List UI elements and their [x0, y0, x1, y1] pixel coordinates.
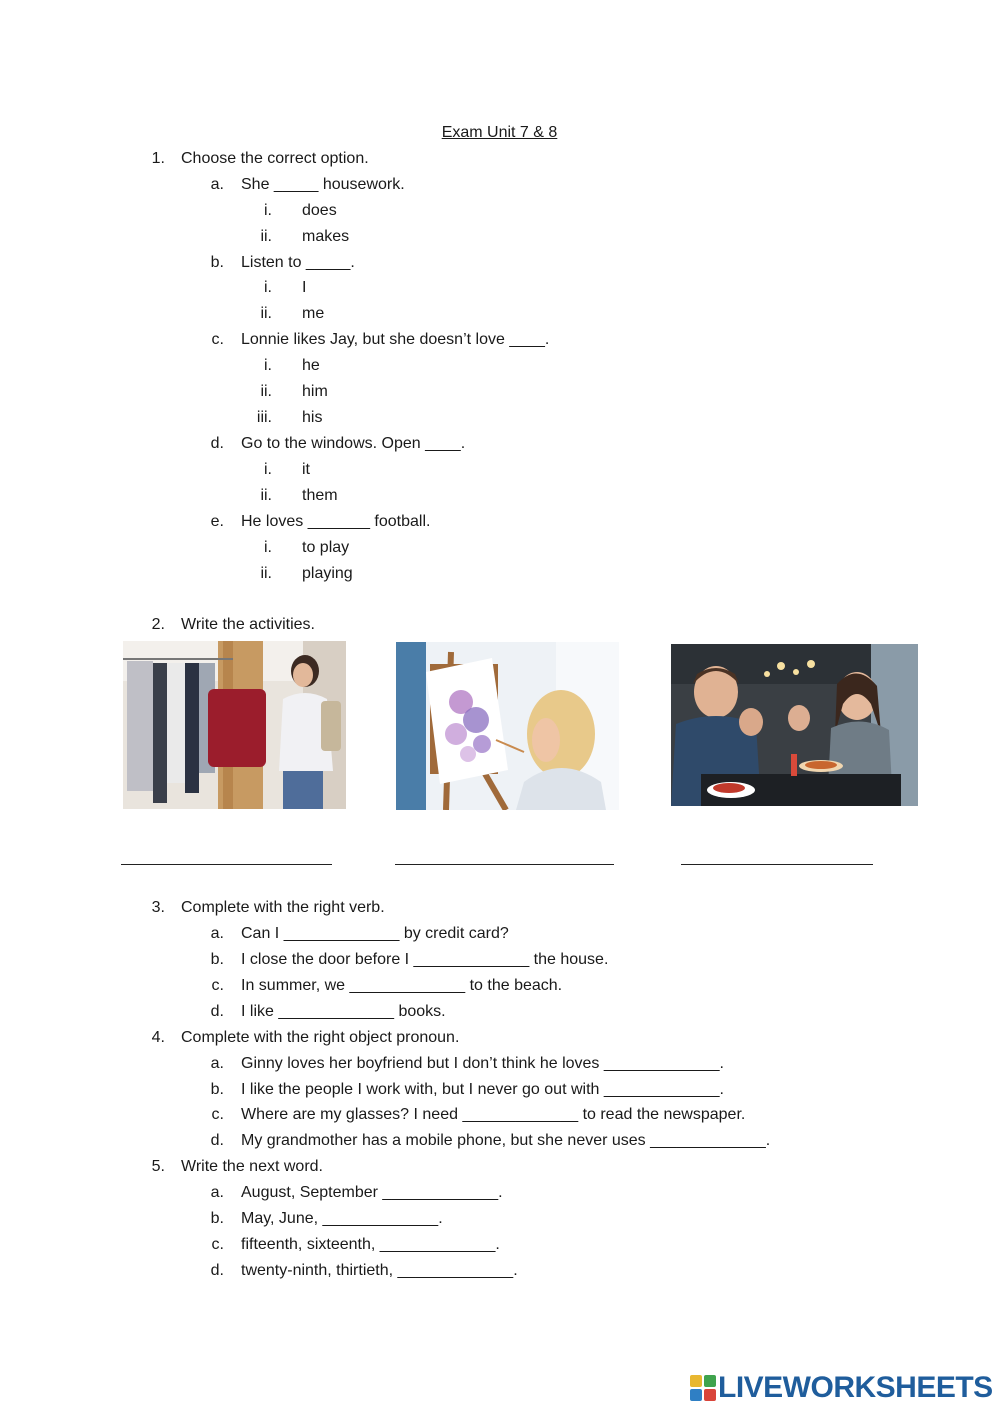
- q1e-option-num: ii.: [260, 565, 272, 582]
- q1-prompt: Choose the correct option.: [181, 150, 369, 167]
- q1d-option[interactable]: them: [302, 487, 338, 504]
- q4c-text[interactable]: Where are my glasses? I need _____________ to read the newspaper.: [241, 1106, 746, 1123]
- liveworksheets-logo[interactable]: [690, 1372, 993, 1404]
- q4c-letter: c.: [211, 1106, 224, 1123]
- shopping-illustration: [123, 641, 346, 809]
- q1b-option[interactable]: I: [302, 279, 307, 296]
- answer-line-painting[interactable]: [395, 864, 614, 865]
- q1c-letter: c.: [211, 331, 224, 348]
- q5-number: 5.: [151, 1158, 165, 1175]
- q1e-option[interactable]: to play: [302, 539, 350, 556]
- q3d-letter: d.: [210, 1003, 224, 1020]
- shopping-photo: [123, 641, 346, 809]
- q1a-option[interactable]: does: [302, 202, 337, 219]
- q3c-letter: c.: [211, 977, 224, 994]
- q2-number: 2.: [151, 616, 165, 633]
- q1b-option[interactable]: me: [302, 305, 325, 322]
- logo-mark-tile: [690, 1389, 702, 1401]
- q1a-option-num: i.: [264, 202, 272, 219]
- q1e-option[interactable]: playing: [302, 565, 353, 582]
- q1a-letter: a.: [210, 176, 224, 193]
- q5a-letter: a.: [210, 1184, 224, 1201]
- q4d-letter: d.: [210, 1132, 224, 1149]
- q1e-text: He loves _______ football.: [241, 513, 431, 530]
- q5c-text[interactable]: fifteenth, sixteenth, _____________.: [241, 1236, 500, 1253]
- painting-illustration: [396, 642, 619, 810]
- q4-prompt: Complete with the right object pronoun.: [181, 1029, 460, 1046]
- q1a-option-num: ii.: [260, 228, 272, 245]
- q1c-option[interactable]: him: [302, 383, 328, 400]
- q1b-option-num: i.: [264, 279, 272, 296]
- q1b-letter: b.: [210, 254, 224, 271]
- q1d-option-num: ii.: [260, 487, 272, 504]
- page-title: Exam Unit 7 & 8: [441, 124, 558, 141]
- answer-line-shopping[interactable]: [121, 864, 332, 865]
- q1c-option-num: iii.: [256, 409, 272, 426]
- q5c-letter: c.: [211, 1236, 224, 1253]
- q1a-option[interactable]: makes: [302, 228, 350, 245]
- q3a-text[interactable]: Can I _____________ by credit card?: [241, 925, 509, 942]
- q1c-option[interactable]: his: [302, 409, 323, 426]
- logo-mark-tile: [690, 1375, 702, 1387]
- q1e-letter: e.: [210, 513, 224, 530]
- q5a-text[interactable]: August, September _____________.: [241, 1184, 503, 1201]
- q3-number: 3.: [151, 899, 165, 916]
- logo-text: LIVEWORKSHEETS: [718, 1371, 993, 1404]
- q5d-letter: d.: [210, 1262, 224, 1279]
- q3-prompt: Complete with the right verb.: [181, 899, 385, 916]
- q2-prompt: Write the activities.: [181, 616, 315, 633]
- q1-number: 1.: [151, 150, 165, 167]
- logo-mark-icon: [690, 1375, 716, 1401]
- q4b-letter: b.: [210, 1081, 224, 1098]
- q3a-letter: a.: [210, 925, 224, 942]
- answer-line-eating-out[interactable]: [681, 864, 873, 865]
- q1b-text: Listen to _____.: [241, 254, 355, 271]
- q5d-text[interactable]: twenty-ninth, thirtieth, _____________.: [241, 1262, 518, 1279]
- q5b-text[interactable]: May, June, _____________.: [241, 1210, 443, 1227]
- q1c-option-num: ii.: [260, 383, 272, 400]
- q1d-letter: d.: [210, 435, 224, 452]
- q1c-text: Lonnie likes Jay, but she doesn’t love ____.: [241, 331, 550, 348]
- q1d-option-num: i.: [264, 461, 272, 478]
- q5b-letter: b.: [210, 1210, 224, 1227]
- q3b-letter: b.: [210, 951, 224, 968]
- eating-out-illustration: [671, 644, 918, 806]
- q4a-letter: a.: [210, 1055, 224, 1072]
- q1d-option[interactable]: it: [302, 461, 310, 478]
- q1a-text: She _____ housework.: [241, 176, 405, 193]
- q3d-text[interactable]: I like _____________ books.: [241, 1003, 446, 1020]
- q3b-text[interactable]: I close the door before I _____________ the house.: [241, 951, 609, 968]
- q4b-text[interactable]: I like the people I work with, but I never go out with _____________.: [241, 1081, 724, 1098]
- logo-mark-tile: [704, 1375, 716, 1387]
- logo-mark-tile: [704, 1389, 716, 1401]
- eating-out-photo: [671, 644, 918, 806]
- q5-prompt: Write the next word.: [181, 1158, 323, 1175]
- painting-photo: [396, 642, 619, 810]
- q1c-option-num: i.: [264, 357, 272, 374]
- q1e-option-num: i.: [264, 539, 272, 556]
- q3c-text[interactable]: In summer, we _____________ to the beach.: [241, 977, 563, 994]
- q1b-option-num: ii.: [260, 305, 272, 322]
- q4d-text[interactable]: My grandmother has a mobile phone, but she never uses _____________.: [241, 1132, 771, 1149]
- q1d-text: Go to the windows. Open ____.: [241, 435, 466, 452]
- q4-number: 4.: [151, 1029, 165, 1046]
- q1c-option[interactable]: he: [302, 357, 320, 374]
- q4a-text[interactable]: Ginny loves her boyfriend but I don’t think he loves _____________.: [241, 1055, 724, 1072]
